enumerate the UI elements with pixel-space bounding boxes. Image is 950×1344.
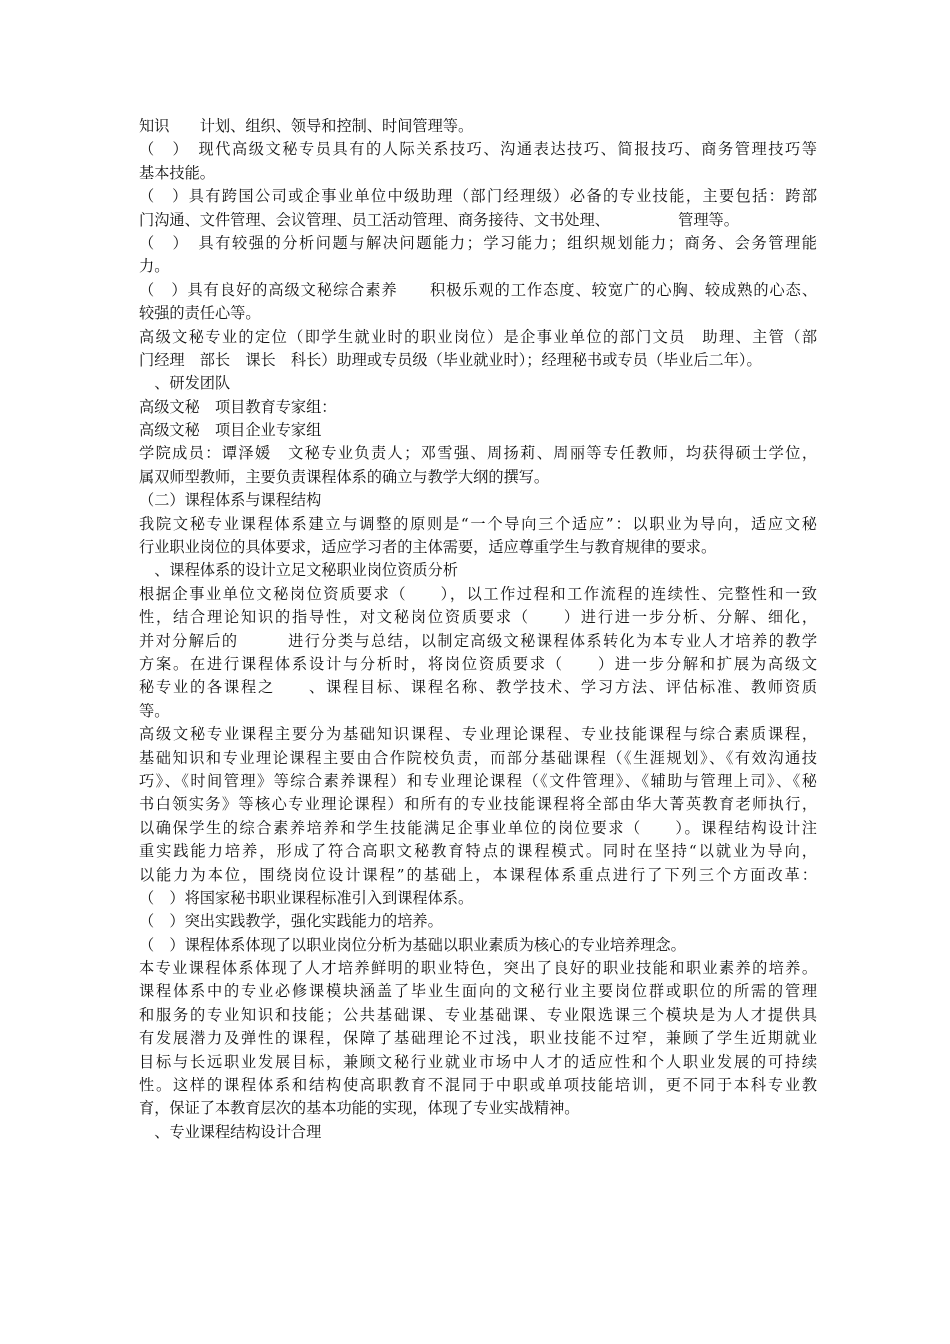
text-line: （ ）具有跨国公司或企事业单位中级助理（部门经理级）必备的专业技能，主要包括：跨部 [139,187,817,206]
text-line: 力。 [139,257,170,276]
text-line: 高级文秘 项目教育专家组： [139,397,337,416]
text-line: （ ） 现代高级文秘专员具有的人际关系技巧、沟通表达技巧、简报技巧、商务管理技巧等 [139,140,817,159]
text-line: 行业职业岗位的具体要求，适应学习者的主体需要，适应尊重学生与教育规律的要求。 [139,538,717,557]
text-line: 知识 计划、组织、领导和控制、时间管理等。 [139,117,474,135]
text-line: 、研发团队 [139,374,231,393]
text-line: 我院文秘专业课程体系建立与调整的原则是“一个导向三个适应”：以职业为导向，适应文秘 [139,514,817,533]
text-line: 书白领实务》等核心专业理论课程）和所有的专业技能课程将全部由华大菁英教育老师执行， [139,795,817,814]
text-line: （ ）具有良好的高级文秘综合素养 积极乐观的工作态度、较宽广的心胸、较成熟的心态、 [139,280,817,299]
document-body [139,115,817,1144]
text-line: 和服务的专业知识和技能；公共基础课、专业基础课、专业限选课三个模块是为人才提供具 [139,1005,817,1024]
text-line: （ ）将国家秘书职业课程标准引入到课程体系。 [139,888,474,907]
text-line: （ ）课程体系体现了以职业岗位分析为基础以职业素质为核心的专业培养理念。 [139,935,686,954]
text-line: 以确保学生的综合素养培养和学生技能满足企事业单位的岗位要求（ ）。课程结构设计注 [139,818,817,837]
text-line: 基础知识和专业理论课程主要由合作院校负责，而部分基础课程（《生涯规划》、《有效沟通技 [139,748,817,767]
text-line: 、课程体系的设计立足文秘职业岗位资质分析 [139,561,458,580]
text-line: 根据企事业单位文秘岗位资质要求（ ），以工作过程和工作流程的连续性、完整性和一致 [139,584,817,603]
text-line: （ ）突出实践教学，强化实践能力的培养。 [139,912,443,931]
text-line: 门经理 部长 课长 科长）助理或专员级（毕业就业时）；经理秘书或专员（毕业后二年）。 [139,350,762,369]
text-line: 目标与长远职业发展目标，兼顾文秘行业就业市场中人才的适应性和个人职业发展的可持续 [139,1052,817,1071]
text-line: 课程体系中的专业必修课模块涵盖了毕业生面向的文秘行业主要岗位群或职位的所需的管理 [139,982,817,1001]
text-line: 属双师型教师，主要负责课程体系的确立与教学大纲的撰写。 [139,467,550,486]
text-line: 并对分解后的 进行分类与总结，以制定高级文秘课程体系转化为本专业人才培养的教学 [139,631,817,650]
text-line: 性。这样的课程体系和结构使高职教育不混同于中职或单项技能培训，更不同于本科专业教 [139,1076,817,1095]
text-line: 有发展潜力及弹性的课程，保障了基础理论不过浅，职业技能不过窄，兼顾了学生近期就业 [139,1029,817,1048]
text-line: 本专业课程体系体现了人才培养鲜明的职业特色，突出了良好的职业技能和职业素养的培养。 [139,959,817,978]
text-line: （二）课程体系与课程结构 [139,491,322,510]
text-line: 等。 [139,701,170,720]
text-line: 重实践能力培养，形成了符合高职文秘教育特点的课程模式。同时在坚持“以就业为导向， [139,842,817,861]
text-line: 巧》、《时间管理》等综合素养课程）和专业理论课程（《文件管理》、《辅助与管理上司》、《秘 [139,771,817,790]
text-line: 基本技能。 [139,163,215,182]
text-line: 方案。在进行课程体系设计与分析时，将岗位资质要求（ ）进一步分解和扩展为高级文 [139,654,817,673]
text-line: 高级文秘专业的定位（即学生就业时的职业岗位）是企事业单位的部门文员 助理、主管（部 [139,327,817,346]
text-line: 、专业课程结构设计合理 [139,1122,322,1141]
text-line: 秘专业的各课程之 、课程目标、课程名称、教学技术、学习方法、评估标准、教师资质 [139,678,817,697]
text-line: 门沟通、文件管理、会议管理、员工活动管理、商务接待、文书处理、 管理等。 [139,210,739,229]
text-line: 较强的责任心等。 [139,304,261,323]
text-line: 高级文秘专业课程主要分为基础知识课程、专业理论课程、专业技能课程与综合素质课程， [139,725,817,744]
text-line: （ ） 具有较强的分析问题与解决问题能力；学习能力；组织规划能力；商务、会务管理能 [139,233,817,252]
text-line: 高级文秘 项目企业专家组 [139,421,322,440]
text-line: 学院成员：谭泽媛 文秘专业负责人；邓雪强、周扬莉、周丽等专任教师，均获得硕士学位， [139,444,817,463]
text-line: 育，保证了本教育层次的基本功能的实现，体现了专业实战精神。 [139,1099,580,1118]
text-line: 性，结合理论知识的指导性，对文秘岗位资质要求（ ）进行进一步分析、分解、细化， [139,608,817,627]
text-line: 以能力为本位，围绕岗位设计课程”的基础上，本课程体系重点进行了下列三个方面改革： [139,865,817,884]
